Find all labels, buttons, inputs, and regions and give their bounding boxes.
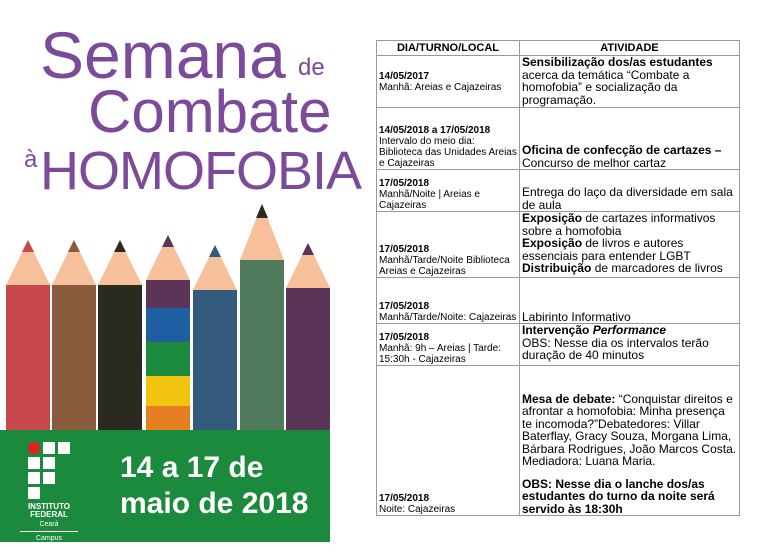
title-homofobia: HOMOFOBIA	[40, 141, 362, 201]
event-date-line1: 14 a 17 de	[120, 451, 264, 484]
pencil-brown	[52, 240, 96, 432]
row-date: 17/05/2018	[379, 244, 430, 255]
row-activity-title: Sensibilização dos/as estudantes	[522, 55, 713, 69]
pencil-blue	[193, 245, 237, 432]
header-atividade: ATIVIDADE	[520, 41, 740, 56]
table-row	[377, 212, 740, 278]
row-activity: de livros e autores essenciais para entender LGBT	[522, 236, 691, 263]
row-activity: OBS: Nesse dia os intervalos terão duração de 40 minutos	[522, 335, 709, 362]
row-date: 14/05/2017	[379, 70, 430, 82]
pencil-rainbow	[146, 235, 190, 432]
row-activity: “Conquistar direitos e afrontar a homofobia: Minha presença te incomoda?”Debatedores: Villar Baterflay, Gracy Souza, Morgana Lima, Bárbara Rodrigues, João Marcos Costa. Mediadora: Luana Maria.	[522, 391, 737, 468]
logo-text-5: Iguatu	[39, 544, 59, 552]
row-activity: acerca da temática “Combate a homofobia” e socialização da programação.	[522, 67, 690, 107]
row-activity-title: Distribuição	[522, 261, 592, 275]
pencils-illustration	[0, 200, 340, 432]
row-activity: Labirinto Informativo	[522, 309, 631, 324]
row-detail: Noite: Cajazeiras	[379, 504, 456, 515]
title-combate: Combate	[88, 78, 332, 145]
row-detail: Manhã/Noite | Areias e Cajazeiras	[379, 189, 480, 211]
event-date-line2: maio de 2018	[120, 487, 309, 520]
row-activity-performance: Performance	[592, 323, 667, 337]
table-row	[377, 108, 740, 170]
row-detail: Intervalo do meio dia: Biblioteca das Unidades Areias e Cajazeiras	[379, 136, 517, 169]
logo-text-2: FEDERAL	[30, 510, 68, 520]
pencil-green	[240, 204, 284, 432]
row-activity-title: Oficina de confecção de cartazes –	[522, 143, 722, 157]
logo-icon	[18, 442, 80, 499]
row-detail: Manhã: Areias e Cajazeiras	[379, 81, 502, 93]
row-activity: Entrega do laço da diversidade em sala de aula	[522, 185, 733, 212]
row-date: 17/05/2018	[379, 493, 430, 504]
row-activity-obs: OBS: Nesse dia o lanche dos/as estudantes do turno da noite será servido às 18:30h	[522, 476, 715, 516]
row-activity-title: Exposição	[522, 236, 583, 250]
row-activity-title: Mesa de debate:	[522, 391, 616, 406]
title-a: à	[24, 146, 38, 173]
pencil-purple	[286, 243, 330, 432]
row-activity-title: Intervenção	[522, 323, 593, 337]
row-detail: Manhã/Tarde/Noite: Cajazeiras	[379, 312, 517, 323]
event-date	[120, 450, 308, 522]
pencil-black	[98, 240, 142, 432]
title-semana: Semana	[40, 18, 286, 92]
row-detail: Manhã: 9h – Areias | Tarde: 15:30h - Cajazeiras	[379, 343, 501, 365]
row-date: 17/05/2018	[379, 332, 430, 343]
table-row	[377, 56, 740, 108]
logo-text-3: Ceará	[39, 520, 59, 528]
row-date: 14/05/2018 a 17/05/2018	[379, 125, 491, 136]
row-date: 17/05/2018	[379, 301, 430, 312]
table-row	[377, 278, 740, 324]
table-header	[377, 41, 740, 56]
row-date: 17/05/2018	[379, 178, 430, 189]
pencil-red	[6, 240, 50, 432]
table-row	[377, 170, 740, 212]
row-activity: Concurso de melhor cartaz	[522, 155, 667, 170]
logo-text-1: INSTITUTO	[27, 502, 71, 511]
row-activity: de cartazes informativos sobre a homofobia	[522, 211, 716, 238]
poster	[0, 0, 362, 552]
title-de: de	[298, 54, 325, 81]
schedule-table	[376, 40, 740, 516]
table-row	[377, 324, 740, 366]
table-row	[377, 366, 740, 516]
header-dia-turno-local: DIA/TURNO/LOCAL	[377, 41, 520, 56]
row-activity-title: Exposição	[522, 211, 583, 225]
date-panel	[0, 430, 330, 552]
institute-logo	[18, 442, 80, 552]
row-detail: Manhã/Tarde/Noite Biblioteca Areias e Cajazeiras	[379, 255, 510, 277]
row-activity: de marcadores de livros	[591, 261, 723, 275]
logo-text-4: Campus	[35, 535, 63, 543]
